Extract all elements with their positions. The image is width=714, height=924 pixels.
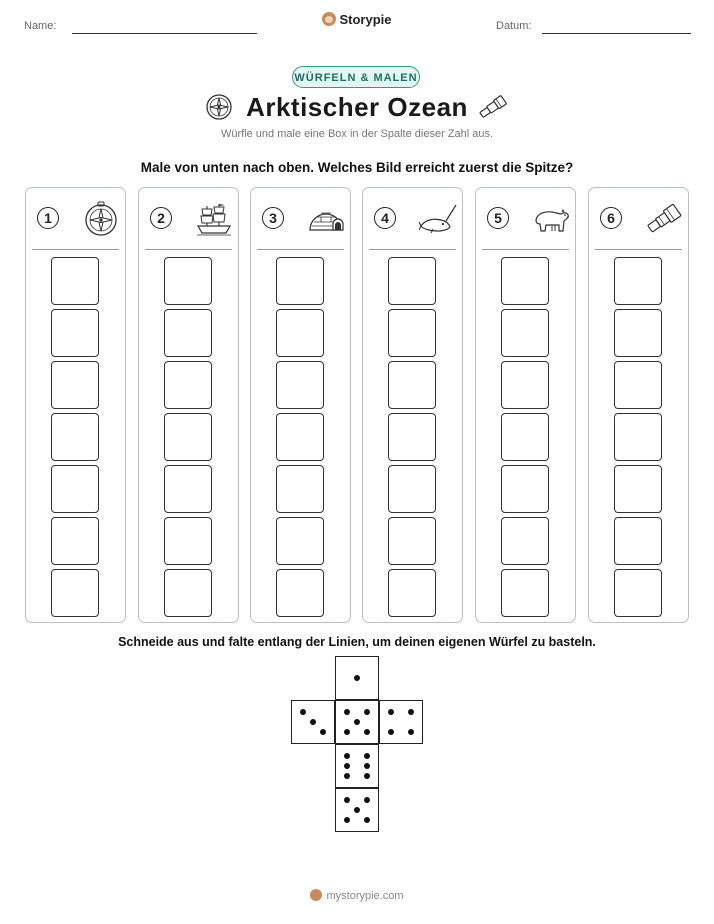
narwhal-icon bbox=[419, 200, 457, 238]
bear-logo-icon bbox=[322, 12, 336, 26]
column-5 bbox=[475, 187, 576, 623]
color-box[interactable] bbox=[501, 517, 549, 565]
pip bbox=[344, 753, 350, 759]
color-box[interactable] bbox=[164, 413, 212, 461]
die-face-3 bbox=[291, 700, 335, 744]
pip bbox=[320, 729, 326, 735]
color-box[interactable] bbox=[501, 257, 549, 305]
bear-logo-icon bbox=[310, 889, 322, 901]
color-box[interactable] bbox=[614, 257, 662, 305]
color-box[interactable] bbox=[388, 413, 436, 461]
footer-url[interactable]: mystorypie.com bbox=[326, 890, 404, 902]
color-box[interactable] bbox=[276, 309, 324, 357]
polar-bear-icon bbox=[532, 200, 570, 238]
color-box[interactable] bbox=[164, 361, 212, 409]
compass-icon bbox=[82, 200, 120, 238]
pip bbox=[344, 797, 350, 803]
color-box[interactable] bbox=[501, 413, 549, 461]
color-box[interactable] bbox=[164, 569, 212, 617]
color-box[interactable] bbox=[388, 569, 436, 617]
color-box[interactable] bbox=[51, 569, 99, 617]
pip bbox=[364, 709, 370, 715]
pip bbox=[408, 729, 414, 735]
color-box[interactable] bbox=[501, 309, 549, 357]
divider bbox=[595, 249, 682, 250]
divider bbox=[482, 249, 569, 250]
column-2 bbox=[138, 187, 239, 623]
color-box[interactable] bbox=[276, 517, 324, 565]
pip bbox=[354, 719, 360, 725]
column-number: 3 bbox=[262, 207, 284, 229]
divider bbox=[257, 249, 344, 250]
color-box[interactable] bbox=[276, 257, 324, 305]
color-box[interactable] bbox=[51, 309, 99, 357]
color-box[interactable] bbox=[614, 361, 662, 409]
pip bbox=[344, 773, 350, 779]
color-box[interactable] bbox=[276, 465, 324, 513]
pip bbox=[364, 753, 370, 759]
color-box[interactable] bbox=[164, 517, 212, 565]
color-box[interactable] bbox=[614, 517, 662, 565]
pip bbox=[344, 763, 350, 769]
die-face-6 bbox=[335, 744, 379, 788]
divider bbox=[32, 249, 119, 250]
brand-logo bbox=[0, 12, 714, 27]
name-field[interactable] bbox=[72, 33, 257, 34]
column-number: 1 bbox=[37, 207, 59, 229]
pip bbox=[344, 709, 350, 715]
color-box[interactable] bbox=[276, 361, 324, 409]
color-box[interactable] bbox=[388, 309, 436, 357]
die-face-1 bbox=[335, 656, 379, 700]
pip bbox=[364, 817, 370, 823]
color-box[interactable] bbox=[388, 465, 436, 513]
color-box[interactable] bbox=[614, 413, 662, 461]
divider bbox=[369, 249, 456, 250]
color-box[interactable] bbox=[614, 569, 662, 617]
footer bbox=[0, 889, 714, 902]
pip bbox=[388, 709, 394, 715]
pip bbox=[364, 797, 370, 803]
column-number: 6 bbox=[600, 207, 622, 229]
pip bbox=[344, 729, 350, 735]
color-box[interactable] bbox=[614, 465, 662, 513]
color-box[interactable] bbox=[164, 309, 212, 357]
color-box[interactable] bbox=[276, 413, 324, 461]
color-box[interactable] bbox=[51, 413, 99, 461]
pip bbox=[364, 729, 370, 735]
pip bbox=[364, 763, 370, 769]
column-3 bbox=[250, 187, 351, 623]
pip bbox=[408, 709, 414, 715]
pip bbox=[364, 773, 370, 779]
color-box[interactable] bbox=[388, 517, 436, 565]
color-box[interactable] bbox=[388, 361, 436, 409]
pip bbox=[354, 807, 360, 813]
color-box[interactable] bbox=[164, 257, 212, 305]
color-box[interactable] bbox=[51, 257, 99, 305]
divider bbox=[145, 249, 232, 250]
cut-instruction: Schneide aus und falte entlang der Linien, um deinen eigenen Würfel zu basteln. bbox=[118, 635, 596, 649]
activity-badge: WÜRFELN & MALEN bbox=[292, 66, 420, 88]
pip bbox=[310, 719, 316, 725]
color-box[interactable] bbox=[51, 361, 99, 409]
color-box[interactable] bbox=[614, 309, 662, 357]
page-title: Arktischer Ozean bbox=[246, 92, 468, 122]
color-box[interactable] bbox=[388, 257, 436, 305]
subtitle: Würfle und male eine Box in der Spalte dieser Zahl aus. bbox=[220, 128, 494, 140]
pip bbox=[344, 817, 350, 823]
column-6 bbox=[588, 187, 689, 623]
color-box[interactable] bbox=[51, 517, 99, 565]
die-face-5 bbox=[335, 700, 379, 744]
pip bbox=[300, 709, 306, 715]
date-label: Datum: bbox=[496, 20, 532, 32]
color-box[interactable] bbox=[276, 569, 324, 617]
date-field[interactable] bbox=[542, 33, 691, 34]
column-4 bbox=[362, 187, 463, 623]
spyglass-icon bbox=[645, 200, 683, 238]
igloo-icon bbox=[307, 200, 345, 238]
color-box[interactable] bbox=[501, 361, 549, 409]
column-number: 5 bbox=[487, 207, 509, 229]
color-box[interactable] bbox=[501, 569, 549, 617]
color-box[interactable] bbox=[501, 465, 549, 513]
ship-icon bbox=[195, 200, 233, 238]
column-number: 2 bbox=[150, 207, 172, 229]
die-face-2 bbox=[335, 788, 379, 832]
color-box[interactable] bbox=[51, 465, 99, 513]
color-box[interactable] bbox=[164, 465, 212, 513]
column-number: 4 bbox=[374, 207, 396, 229]
instruction: Male von unten nach oben. Welches Bild erreicht zuerst die Spitze? bbox=[140, 160, 574, 175]
spyglass-icon bbox=[477, 93, 509, 121]
pip bbox=[354, 675, 360, 681]
brand-name: Storypie bbox=[339, 12, 392, 27]
name-label: Name: bbox=[24, 20, 57, 32]
column-1 bbox=[25, 187, 126, 623]
pip bbox=[388, 729, 394, 735]
die-face-4 bbox=[379, 700, 423, 744]
